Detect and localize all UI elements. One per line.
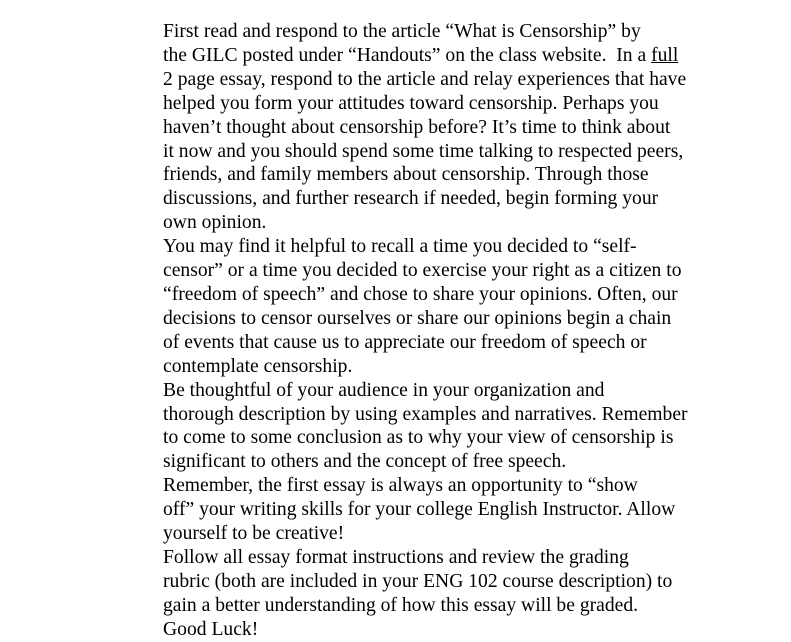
document-page: [117, 20, 688, 642]
paragraph-3: [117, 379, 688, 475]
paragraph-line: censor” or a time you decided to exercise your right as a citizen to: [163, 260, 682, 282]
paragraph-line: You may find it helpful to recall a time you decided to “self-: [163, 236, 637, 258]
paragraph-2: [117, 235, 682, 378]
paragraph-line: rubric (both are included in your ENG 102 course description) to: [163, 570, 673, 592]
paragraph-5: [117, 546, 677, 642]
paragraph-line: contemplate censorship.: [163, 355, 353, 377]
paragraph-line: off” your writing skills for your college English Instructor. Allow: [163, 499, 676, 521]
underlined-word: full: [651, 44, 679, 66]
paragraph-line: First read and respond to the article “What is Censorship” by: [163, 21, 641, 42]
paragraph-line: haven’t thought about censorship before? It’s time to think about: [163, 116, 671, 138]
paragraph-line: to come to some conclusion as to why your view of censorship is: [163, 427, 674, 449]
paragraph-line: Good Luck!: [163, 618, 259, 640]
paragraph-line: friends, and family members about censorship. Through those: [163, 164, 649, 186]
paragraph-line: gain a better understanding of how this essay will be graded.: [163, 594, 639, 616]
paragraph-line: Be thoughtful of your audience in your organization and: [163, 379, 605, 401]
paragraph-line: Remember, the first essay is always an opportunity to “show: [163, 475, 638, 497]
paragraph-line: helped you form your attitudes toward censorship. Perhaps you: [163, 92, 659, 114]
paragraph-line: the GILC posted under “Handouts” on the class website. In a full: [163, 44, 679, 66]
paragraph-line: 2 page essay, respond to the article and relay experiences that have: [163, 68, 687, 90]
paragraph-4: [117, 474, 677, 546]
paragraph-line: decisions to censor ourselves or share our opinions begin a chain: [163, 307, 672, 329]
paragraph-line: discussions, and further research if needed, begin forming your: [163, 188, 659, 210]
paragraph-1: [117, 20, 687, 235]
paragraph-line: thorough description by using examples and narratives. Remember: [163, 403, 688, 425]
paragraph-line: “freedom of speech” and chose to share your opinions. Often, our: [163, 283, 678, 305]
paragraph-line: Follow all essay format instructions and review the grading: [163, 546, 629, 568]
paragraph-line: it now and you should spend some time talking to respected peers,: [163, 140, 684, 162]
paragraph-line: of events that cause us to appreciate our freedom of speech or: [163, 331, 647, 353]
paragraph-line: significant to others and the concept of free speech.: [163, 451, 567, 473]
paragraph-line: yourself to be creative!: [163, 523, 345, 545]
paragraph-line: own opinion.: [163, 212, 267, 234]
